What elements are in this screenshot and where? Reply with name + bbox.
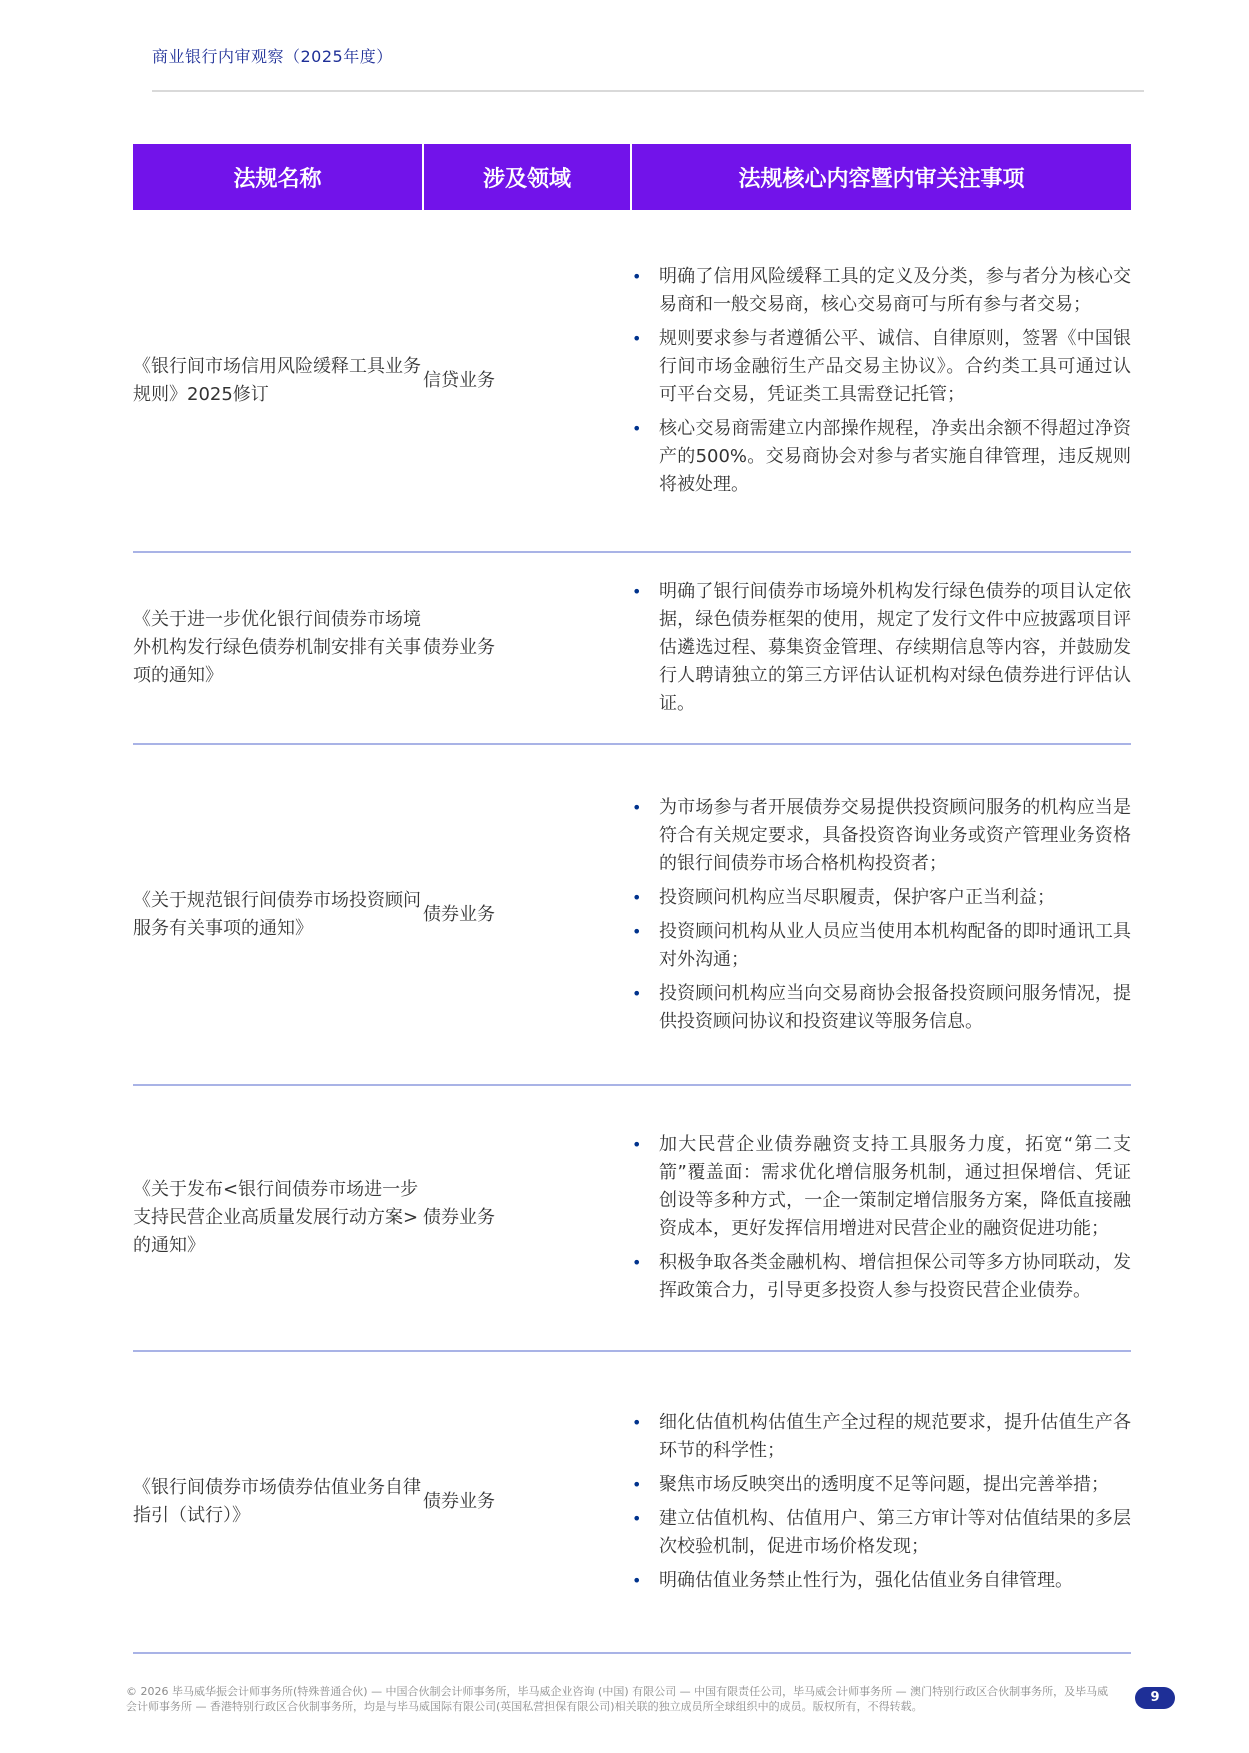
bullet-icon: •	[632, 1571, 642, 1590]
content-point: • 聚焦市场反映突出的透明度不足等问题，提出完善举措；	[631, 1471, 1131, 1499]
table-row	[133, 552, 1131, 744]
column-header-content: 法规核心内容暨内审关注事项	[631, 144, 1131, 210]
regulation-name: 《关于发布<银行间债券市场进一步支持民营企业高质量发展行动方案>的通知》	[133, 1085, 423, 1351]
regulation-name: 《银行间市场信用风险缓释工具业务规则》2025修订	[133, 210, 423, 552]
regulation-content	[631, 210, 1131, 552]
bullet-icon: •	[632, 418, 642, 438]
content-point: • 加大民营企业债券融资支持工具服务力度，拓宽“第二支箭”覆盖面：需求优化增信服务机制，通过担保增信、凭证创设等多种方式，一企一策制定增信服务方案，降低直接融资成本，更好发挥信用增进对民营企业的融资促进功能；	[631, 1131, 1131, 1243]
bullet-icon: •	[632, 266, 642, 286]
content-point: • 投资顾问机构应当尽职履责，保护客户正当利益；	[631, 884, 1131, 912]
table-header-row	[133, 144, 1131, 210]
table-row	[133, 744, 1131, 1085]
bullet-icon: •	[632, 1135, 642, 1154]
regulation-field: 债券业务	[423, 1351, 631, 1653]
regulation-content	[631, 1351, 1131, 1653]
bullet-icon: •	[632, 983, 642, 1003]
content-point: • 积极争取各类金融机构、增信担保公司等多方协同联动，发挥政策合力，引导更多投资人参与投资民营企业债券。	[631, 1249, 1131, 1305]
regulation-name: 《关于规范银行间债券市场投资顾问服务有关事项的通知》	[133, 744, 423, 1085]
content-point: • 细化估值机构估值生产全过程的规范要求，提升估值生产各环节的科学性；	[631, 1409, 1131, 1465]
regulation-field: 债券业务	[423, 1085, 631, 1351]
content-point: • 建立估值机构、估值用户、第三方审计等对估值结果的多层次校验机制，促进市场价格发现；	[631, 1505, 1131, 1561]
regulation-name: 《银行间债券市场债券估值业务自律指引（试行）》	[133, 1351, 423, 1653]
content-point: • 为市场参与者开展债券交易提供投资顾问服务的机构应当是符合有关规定要求，具备投资咨询业务或资产管理业务资格的银行间债券市场合格机构投资者；	[631, 794, 1131, 878]
header-divider	[152, 90, 1144, 92]
content-point: • 明确了银行间债券市场境外机构发行绿色债券的项目认定依据，绿色债券框架的使用，规定了发行文件中应披露项目评估遴选过程、募集资金管理、存续期信息等内容，并鼓励发行人聘请独立的第三方评估认证机构对绿色债券进行评估认证。	[631, 578, 1131, 718]
copyright-footer: © 2026 毕马威华振会计师事务所(特殊普通合伙) — 中国合伙制会计师事务所，毕马威企业咨询 (中国) 有限公司 — 中国有限责任公司，毕马威会计师事务所 — 澳门特别行政区合伙制事务所，及毕马威会计师事务所 — 香港特别行政区合伙制事务所，均是与毕马威国际有限公司(英国私营担保有限公司)相关联的独立成员所全球组织中的成员。版权所有，不得转载。	[126, 1685, 1109, 1713]
bullet-icon: •	[632, 1413, 642, 1432]
table-row	[133, 1085, 1131, 1351]
content-point: • 规则要求参与者遵循公平、诚信、自律原则，签署《中国银行间市场金融衍生产品交易主协议》。合约类工具可通过认可平台交易，凭证类工具需登记托管；	[631, 325, 1131, 409]
column-header-field: 涉及领域	[423, 144, 631, 210]
bullet-icon: •	[632, 921, 642, 941]
regulation-name: 《关于进一步优化银行间债券市场境外机构发行绿色债券机制安排有关事项的通知》	[133, 552, 423, 744]
regulation-content	[631, 552, 1131, 744]
regulation-content	[631, 744, 1131, 1085]
bullet-icon: •	[632, 1509, 642, 1528]
bullet-icon: •	[632, 1253, 642, 1272]
content-point: • 明确估值业务禁止性行为，强化估值业务自律管理。	[631, 1567, 1131, 1595]
regulation-field: 信贷业务	[423, 210, 631, 552]
table-row	[133, 210, 1131, 552]
bullet-icon: •	[632, 328, 642, 348]
bullet-icon: •	[632, 582, 642, 601]
content-point: • 投资顾问机构应当向交易商协会报备投资顾问服务情况，提供投资顾问协议和投资建议等服务信息。	[631, 980, 1131, 1036]
regulations-table	[133, 144, 1131, 1654]
regulation-field: 债券业务	[423, 552, 631, 744]
page-number-badge: 9	[1135, 1687, 1175, 1709]
document-header-title: 商业银行内审观察（2025年度）	[152, 47, 393, 66]
content-point: • 核心交易商需建立内部操作规程，净卖出余额不得超过净资产的500%。交易商协会对参与者实施自律管理，违反规则将被处理。	[631, 415, 1131, 499]
bullet-icon: •	[632, 1475, 642, 1494]
bullet-icon: •	[632, 797, 642, 817]
table-row	[133, 1351, 1131, 1653]
bullet-icon: •	[632, 887, 642, 907]
column-header-name: 法规名称	[133, 144, 423, 210]
regulation-field: 债券业务	[423, 744, 631, 1085]
content-point: • 明确了信用风险缓释工具的定义及分类，参与者分为核心交易商和一般交易商，核心交易商可与所有参与者交易；	[631, 263, 1131, 319]
content-point: • 投资顾问机构从业人员应当使用本机构配备的即时通讯工具对外沟通；	[631, 918, 1131, 974]
regulation-content	[631, 1085, 1131, 1351]
